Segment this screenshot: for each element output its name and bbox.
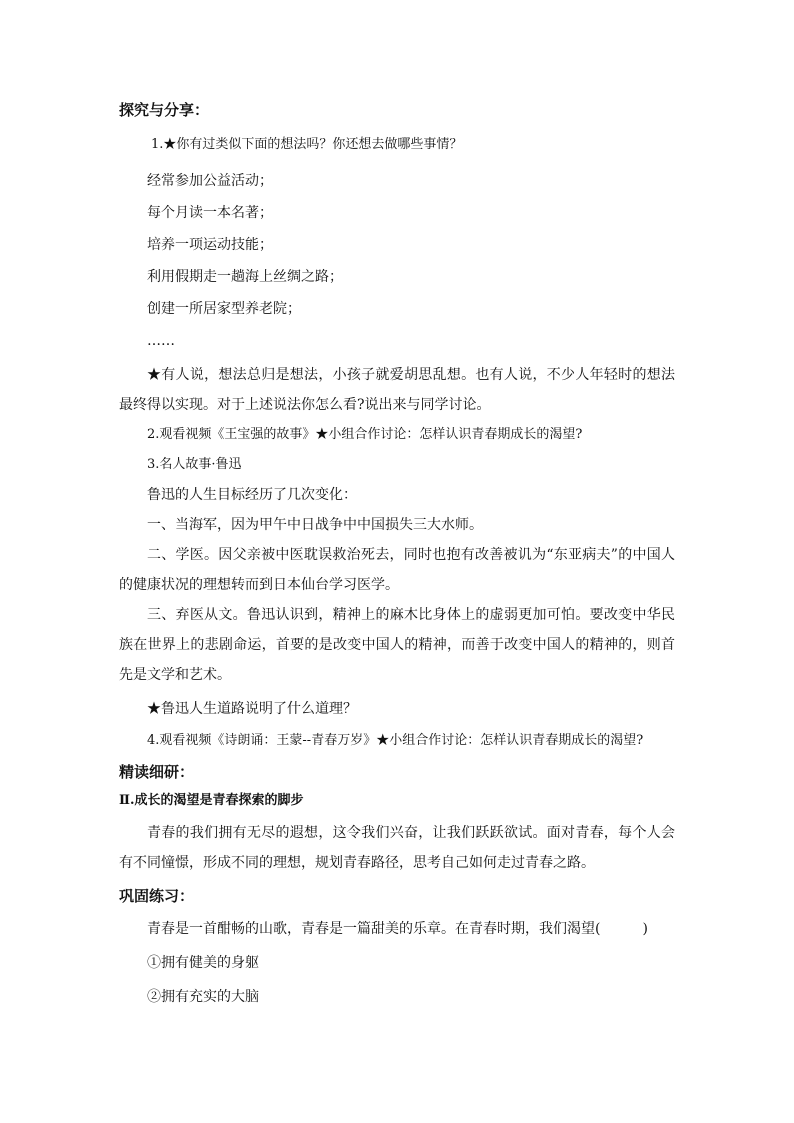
luxun-goal-item: 一、当海军，因为甲午中日战争中中国损失三大水师。 xyxy=(147,517,483,533)
practice-question-close: ) xyxy=(642,921,648,937)
question-3-prompt: ★鲁迅人生道路说明了什么道理？ xyxy=(147,701,357,717)
luxun-goal-item: 二、学医。因父亲被中医耽误救治死去，同时也抱有改善被讥为“东亚病夫”的中国人的健康状况的理想转而到日本仙台学习医学。 xyxy=(119,547,675,593)
question-1-discussion: ★有人说，想法总归是想法，小孩子就爱胡思乱想。也有人说，不少人年轻时的想法最终得以实现。对于上述说法你怎么看?说出来与同学讨论。 xyxy=(119,367,675,413)
section-heading-practice: 巩固练习： xyxy=(119,887,195,905)
section-subheading: Ⅱ.成长的渴望是青春探索的脚步 xyxy=(119,793,304,808)
idea-item: 创建一所居家型养老院； xyxy=(147,301,301,317)
practice-option: ②拥有充实的大脑 xyxy=(147,989,259,1005)
question-1: 1.★你有过类似下面的想法吗？你还想去做哪些事情？ xyxy=(151,137,463,152)
question-4: 4.观看视频《诗朗诵：王蒙--青春万岁》★小组合作讨论：怎样认识青春期成长的渴望? xyxy=(147,733,644,748)
practice-question-text: 青春是一首酣畅的山歌，青春是一篇甜美的乐章。在青春时期，我们渴望( xyxy=(147,921,601,937)
question-3-title: 3.名人故事·鲁迅 xyxy=(147,457,242,472)
section-heading-close-reading: 精读细研： xyxy=(119,763,195,781)
question-3-intro: 鲁迅的人生目标经历了几次变化： xyxy=(147,487,357,503)
luxun-goal-item: 三、弃医从文。鲁迅认识到，精神上的麻木比身体上的虚弱更加可怕。要改变中华民族在世界上的悲剧命运，首要的是改变中国人的精神，而善于改变中国人的精神的，则首先是文学和艺术。 xyxy=(119,607,675,683)
idea-item: 经常参加公益活动； xyxy=(147,173,273,189)
idea-ellipsis: …… xyxy=(147,333,175,349)
idea-item: 利用假期走一趟海上丝绸之路； xyxy=(147,269,343,285)
section-heading-explore: 探究与分享： xyxy=(119,101,210,119)
idea-item: 每个月读一本名著； xyxy=(147,205,273,221)
question-2: 2.观看视频《王宝强的故事》★小组合作讨论：怎样认识青春期成长的渴望? xyxy=(147,427,583,442)
close-reading-text: 青春的我们拥有无尽的遐想，这令我们兴奋，让我们跃跃欲试。面对青春，每个人会有不同憧憬，形成不同的理想，规划青春路径，思考自己如何走过青春之路。 xyxy=(119,825,675,871)
idea-item: 培养一项运动技能； xyxy=(147,237,273,253)
practice-option: ①拥有健美的身躯 xyxy=(147,955,259,971)
practice-question xyxy=(119,914,675,944)
document-content xyxy=(119,100,675,1012)
